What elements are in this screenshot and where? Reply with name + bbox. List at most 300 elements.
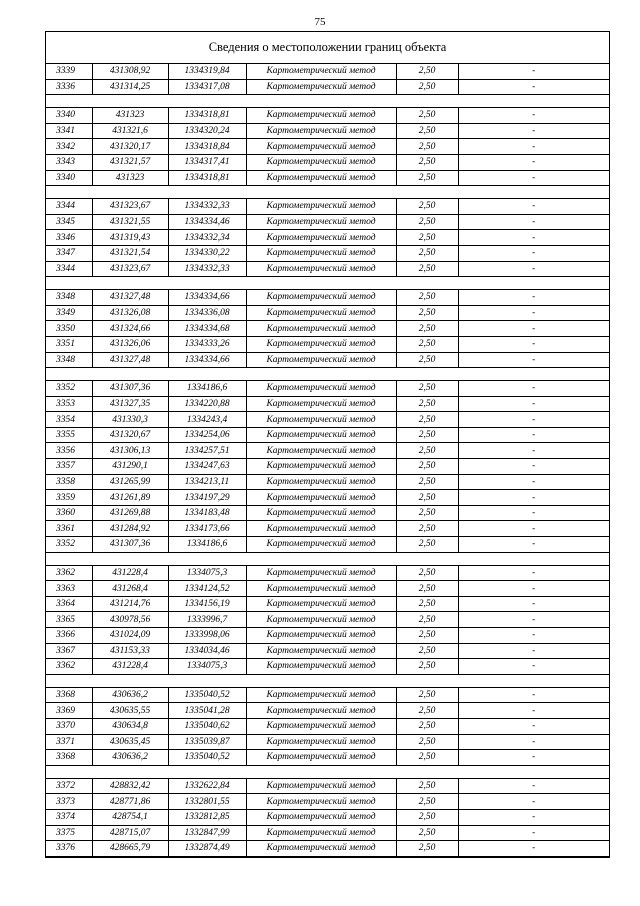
table-row — [46, 490, 609, 506]
coord-y: 1334186,6 — [168, 381, 246, 397]
coord-x: 431330,3 — [92, 412, 168, 428]
coord-x: 431319,43 — [92, 230, 168, 246]
coord-x: 431327,48 — [92, 290, 168, 306]
coord-x: 430978,56 — [92, 612, 168, 628]
precision-cell: 2,50 — [396, 718, 458, 734]
table-row — [46, 230, 609, 246]
table-row — [46, 794, 609, 810]
point-number: 3369 — [46, 703, 92, 719]
precision-cell: 2,50 — [396, 396, 458, 412]
coord-y: 1334318,84 — [168, 139, 246, 155]
precision-cell: 2,50 — [396, 596, 458, 612]
method-cell: Картометрический метод — [246, 643, 396, 659]
coord-y: 1334334,66 — [168, 290, 246, 306]
coord-x: 431261,89 — [92, 490, 168, 506]
method-cell: Картометрический метод — [246, 505, 396, 521]
method-cell: Картометрический метод — [246, 352, 396, 368]
group-separator — [46, 674, 609, 687]
table-row — [46, 64, 609, 79]
table-row — [46, 537, 609, 553]
coord-y: 1334156,19 — [168, 596, 246, 612]
point-number: 3374 — [46, 809, 92, 825]
precision-cell: 2,50 — [396, 443, 458, 459]
description-cell: - — [458, 230, 609, 246]
coord-y: 1334334,46 — [168, 214, 246, 230]
coord-x: 431290,1 — [92, 459, 168, 475]
coord-y: 1332812,85 — [168, 809, 246, 825]
coord-y: 1334186,6 — [168, 537, 246, 553]
method-cell: Картометрический метод — [246, 750, 396, 766]
coord-x: 431214,76 — [92, 596, 168, 612]
coord-x: 431320,67 — [92, 427, 168, 443]
coord-y: 1333998,06 — [168, 628, 246, 644]
method-cell: Картометрический метод — [246, 396, 396, 412]
coord-y: 1334183,48 — [168, 505, 246, 521]
method-cell: Картометрический метод — [246, 734, 396, 750]
group-separator — [46, 368, 609, 381]
table-row — [46, 659, 609, 675]
description-cell: - — [458, 245, 609, 261]
coord-x: 431265,99 — [92, 474, 168, 490]
method-cell: Картометрический метод — [246, 794, 396, 810]
description-cell: - — [458, 750, 609, 766]
description-cell: - — [458, 734, 609, 750]
coord-x: 431228,4 — [92, 565, 168, 581]
description-cell: - — [458, 305, 609, 321]
method-cell: Картометрический метод — [246, 214, 396, 230]
description-cell: - — [458, 396, 609, 412]
coord-y: 1332622,84 — [168, 778, 246, 794]
coord-x: 431321,57 — [92, 154, 168, 170]
method-cell: Картометрический метод — [246, 687, 396, 703]
point-number: 3359 — [46, 490, 92, 506]
precision-cell: 2,50 — [396, 64, 458, 79]
point-number: 3358 — [46, 474, 92, 490]
table-row — [46, 305, 609, 321]
group-separator — [46, 95, 609, 108]
point-number: 3345 — [46, 214, 92, 230]
description-cell: - — [458, 537, 609, 553]
point-number: 3344 — [46, 199, 92, 215]
coord-x: 431228,4 — [92, 659, 168, 675]
coord-x: 431314,25 — [92, 79, 168, 95]
coord-x: 431153,33 — [92, 643, 168, 659]
precision-cell: 2,50 — [396, 459, 458, 475]
method-cell: Картометрический метод — [246, 199, 396, 215]
precision-cell: 2,50 — [396, 170, 458, 186]
description-cell: - — [458, 490, 609, 506]
precision-cell: 2,50 — [396, 79, 458, 95]
coord-y: 1334220,88 — [168, 396, 246, 412]
point-number: 3364 — [46, 596, 92, 612]
table-row — [46, 170, 609, 186]
coord-y: 1334336,08 — [168, 305, 246, 321]
point-number: 3348 — [46, 352, 92, 368]
description-cell: - — [458, 596, 609, 612]
point-number: 3348 — [46, 290, 92, 306]
method-cell: Картометрический метод — [246, 612, 396, 628]
table-row — [46, 809, 609, 825]
table-row — [46, 443, 609, 459]
table-row — [46, 381, 609, 397]
table-row — [46, 841, 609, 857]
description-cell: - — [458, 261, 609, 277]
point-number: 3357 — [46, 459, 92, 475]
coord-y: 1334318,81 — [168, 108, 246, 124]
coord-y: 1334213,11 — [168, 474, 246, 490]
point-number: 3351 — [46, 336, 92, 352]
coord-x: 431323,67 — [92, 199, 168, 215]
table-row — [46, 596, 609, 612]
precision-cell: 2,50 — [396, 581, 458, 597]
precision-cell: 2,50 — [396, 290, 458, 306]
coord-y: 1335039,87 — [168, 734, 246, 750]
description-cell: - — [458, 459, 609, 475]
coord-y: 1332847,99 — [168, 825, 246, 841]
precision-cell: 2,50 — [396, 841, 458, 857]
table-row — [46, 245, 609, 261]
point-number: 3366 — [46, 628, 92, 644]
precision-cell: 2,50 — [396, 565, 458, 581]
precision-cell: 2,50 — [396, 809, 458, 825]
table-row — [46, 214, 609, 230]
point-number: 3340 — [46, 108, 92, 124]
table-row — [46, 505, 609, 521]
method-cell: Картометрический метод — [246, 64, 396, 79]
precision-cell: 2,50 — [396, 245, 458, 261]
description-cell: - — [458, 290, 609, 306]
table-row — [46, 427, 609, 443]
table-row — [46, 79, 609, 95]
description-cell: - — [458, 412, 609, 428]
coord-y: 1334197,29 — [168, 490, 246, 506]
point-number: 3342 — [46, 139, 92, 155]
coord-x: 431323,67 — [92, 261, 168, 277]
method-cell: Картометрический метод — [246, 321, 396, 337]
method-cell: Картометрический метод — [246, 261, 396, 277]
table-title: Сведения о местоположении границ объекта — [46, 32, 609, 64]
group-separator — [46, 765, 609, 778]
point-number: 3368 — [46, 750, 92, 766]
coord-y: 1334332,34 — [168, 230, 246, 246]
table-row — [46, 321, 609, 337]
coord-y: 1334317,41 — [168, 154, 246, 170]
separator-cell — [46, 95, 609, 108]
separator-cell — [46, 368, 609, 381]
description-cell: - — [458, 659, 609, 675]
point-number: 3355 — [46, 427, 92, 443]
description-cell: - — [458, 321, 609, 337]
method-cell: Картометрический метод — [246, 718, 396, 734]
method-cell: Картометрический метод — [246, 537, 396, 553]
precision-cell: 2,50 — [396, 108, 458, 124]
precision-cell: 2,50 — [396, 612, 458, 628]
coord-y: 1334124,52 — [168, 581, 246, 597]
precision-cell: 2,50 — [396, 336, 458, 352]
description-cell: - — [458, 841, 609, 857]
description-cell: - — [458, 427, 609, 443]
coord-x: 428832,42 — [92, 778, 168, 794]
coord-y: 1334075,3 — [168, 659, 246, 675]
method-cell: Картометрический метод — [246, 381, 396, 397]
precision-cell: 2,50 — [396, 734, 458, 750]
method-cell: Картометрический метод — [246, 490, 396, 506]
precision-cell: 2,50 — [396, 474, 458, 490]
description-cell: - — [458, 199, 609, 215]
group-separator — [46, 552, 609, 565]
method-cell: Картометрический метод — [246, 596, 396, 612]
precision-cell: 2,50 — [396, 412, 458, 428]
precision-cell: 2,50 — [396, 521, 458, 537]
coord-y: 1334173,66 — [168, 521, 246, 537]
table-row — [46, 139, 609, 155]
precision-cell: 2,50 — [396, 750, 458, 766]
coord-y: 1335041,28 — [168, 703, 246, 719]
point-number: 3375 — [46, 825, 92, 841]
method-cell: Картометрический метод — [246, 139, 396, 155]
method-cell: Картометрический метод — [246, 170, 396, 186]
description-cell: - — [458, 703, 609, 719]
method-cell: Картометрический метод — [246, 474, 396, 490]
description-cell: - — [458, 352, 609, 368]
point-number: 3349 — [46, 305, 92, 321]
table-row — [46, 778, 609, 794]
coord-y: 1335040,62 — [168, 718, 246, 734]
table-row — [46, 352, 609, 368]
coord-y: 1332801,55 — [168, 794, 246, 810]
coord-y: 1334333,26 — [168, 336, 246, 352]
group-separator — [46, 186, 609, 199]
description-cell: - — [458, 443, 609, 459]
precision-cell: 2,50 — [396, 261, 458, 277]
description-cell: - — [458, 108, 609, 124]
point-number: 3341 — [46, 123, 92, 139]
description-cell: - — [458, 794, 609, 810]
coord-x: 431326,06 — [92, 336, 168, 352]
precision-cell: 2,50 — [396, 214, 458, 230]
coord-y: 1334254,06 — [168, 427, 246, 443]
coord-y: 1334334,68 — [168, 321, 246, 337]
coord-x: 430634,8 — [92, 718, 168, 734]
table-row — [46, 734, 609, 750]
point-number: 3346 — [46, 230, 92, 246]
coord-y: 1335040,52 — [168, 750, 246, 766]
precision-cell: 2,50 — [396, 628, 458, 644]
method-cell: Картометрический метод — [246, 108, 396, 124]
precision-cell: 2,50 — [396, 154, 458, 170]
table-row — [46, 396, 609, 412]
coord-y: 1334034,46 — [168, 643, 246, 659]
point-number: 3336 — [46, 79, 92, 95]
coord-x: 428715,07 — [92, 825, 168, 841]
description-cell: - — [458, 170, 609, 186]
coord-y: 1334075,3 — [168, 565, 246, 581]
point-number: 3372 — [46, 778, 92, 794]
coord-x: 428665,79 — [92, 841, 168, 857]
method-cell: Картометрический метод — [246, 459, 396, 475]
description-cell: - — [458, 123, 609, 139]
method-cell: Картометрический метод — [246, 79, 396, 95]
method-cell: Картометрический метод — [246, 581, 396, 597]
boundary-table-sheet — [45, 31, 610, 858]
precision-cell: 2,50 — [396, 825, 458, 841]
precision-cell: 2,50 — [396, 381, 458, 397]
coord-x: 431327,35 — [92, 396, 168, 412]
method-cell: Картометрический метод — [246, 245, 396, 261]
table-row — [46, 565, 609, 581]
coord-x: 431326,08 — [92, 305, 168, 321]
precision-cell: 2,50 — [396, 199, 458, 215]
coord-x: 431308,92 — [92, 64, 168, 79]
method-cell: Картометрический метод — [246, 841, 396, 857]
description-cell: - — [458, 505, 609, 521]
table-row — [46, 825, 609, 841]
coord-x: 431284,92 — [92, 521, 168, 537]
coord-x: 431323 — [92, 170, 168, 186]
description-cell: - — [458, 565, 609, 581]
description-cell: - — [458, 64, 609, 79]
description-cell: - — [458, 825, 609, 841]
coord-x: 431307,36 — [92, 381, 168, 397]
precision-cell: 2,50 — [396, 321, 458, 337]
description-cell: - — [458, 474, 609, 490]
description-cell: - — [458, 336, 609, 352]
table-row — [46, 199, 609, 215]
coord-x: 430636,2 — [92, 687, 168, 703]
method-cell: Картометрический метод — [246, 123, 396, 139]
method-cell: Картометрический метод — [246, 778, 396, 794]
table-row — [46, 154, 609, 170]
point-number: 3352 — [46, 381, 92, 397]
separator-cell — [46, 277, 609, 290]
coord-x: 431324,66 — [92, 321, 168, 337]
point-number: 3371 — [46, 734, 92, 750]
method-cell: Картометрический метод — [246, 703, 396, 719]
table-row — [46, 687, 609, 703]
coord-x: 431024,09 — [92, 628, 168, 644]
table-row — [46, 261, 609, 277]
coord-y: 1334320,24 — [168, 123, 246, 139]
coord-y: 1334334,66 — [168, 352, 246, 368]
separator-cell — [46, 674, 609, 687]
coord-y: 1334332,33 — [168, 199, 246, 215]
method-cell: Картометрический метод — [246, 565, 396, 581]
coord-x: 431323 — [92, 108, 168, 124]
point-number: 3347 — [46, 245, 92, 261]
method-cell: Картометрический метод — [246, 336, 396, 352]
point-number: 3368 — [46, 687, 92, 703]
description-cell: - — [458, 628, 609, 644]
precision-cell: 2,50 — [396, 139, 458, 155]
point-number: 3344 — [46, 261, 92, 277]
description-cell: - — [458, 612, 609, 628]
point-number: 3362 — [46, 565, 92, 581]
coord-y: 1334247,63 — [168, 459, 246, 475]
precision-cell: 2,50 — [396, 643, 458, 659]
separator-cell — [46, 552, 609, 565]
method-cell: Картометрический метод — [246, 305, 396, 321]
point-number: 3354 — [46, 412, 92, 428]
description-cell: - — [458, 139, 609, 155]
method-cell: Картометрический метод — [246, 154, 396, 170]
method-cell: Картометрический метод — [246, 809, 396, 825]
point-number: 3350 — [46, 321, 92, 337]
description-cell: - — [458, 581, 609, 597]
coord-y: 1334330,22 — [168, 245, 246, 261]
precision-cell: 2,50 — [396, 659, 458, 675]
table-row — [46, 412, 609, 428]
precision-cell: 2,50 — [396, 230, 458, 246]
table-row — [46, 290, 609, 306]
method-cell: Картометрический метод — [246, 659, 396, 675]
method-cell: Картометрический метод — [246, 443, 396, 459]
coordinates-table — [46, 64, 609, 857]
description-cell: - — [458, 809, 609, 825]
point-number: 3356 — [46, 443, 92, 459]
precision-cell: 2,50 — [396, 490, 458, 506]
point-number: 3343 — [46, 154, 92, 170]
precision-cell: 2,50 — [396, 123, 458, 139]
method-cell: Картометрический метод — [246, 412, 396, 428]
description-cell: - — [458, 643, 609, 659]
separator-cell — [46, 765, 609, 778]
description-cell: - — [458, 214, 609, 230]
coord-x: 431320,17 — [92, 139, 168, 155]
coord-x: 430635,55 — [92, 703, 168, 719]
table-row — [46, 703, 609, 719]
coord-x: 431268,4 — [92, 581, 168, 597]
description-cell: - — [458, 79, 609, 95]
description-cell: - — [458, 687, 609, 703]
coord-x: 430636,2 — [92, 750, 168, 766]
group-separator — [46, 277, 609, 290]
method-cell: Картометрический метод — [246, 230, 396, 246]
description-cell: - — [458, 154, 609, 170]
point-number: 3360 — [46, 505, 92, 521]
table-row — [46, 336, 609, 352]
precision-cell: 2,50 — [396, 305, 458, 321]
coord-y: 1335040,52 — [168, 687, 246, 703]
coord-y: 1334257,51 — [168, 443, 246, 459]
description-cell: - — [458, 521, 609, 537]
separator-cell — [46, 186, 609, 199]
coord-x: 428771,86 — [92, 794, 168, 810]
coord-x: 431321,54 — [92, 245, 168, 261]
coord-x: 431321,6 — [92, 123, 168, 139]
table-row — [46, 521, 609, 537]
page-number: 75 — [314, 16, 326, 28]
point-number: 3339 — [46, 64, 92, 79]
coord-y: 1334317,08 — [168, 79, 246, 95]
description-cell: - — [458, 381, 609, 397]
point-number: 3376 — [46, 841, 92, 857]
table-row — [46, 123, 609, 139]
precision-cell: 2,50 — [396, 778, 458, 794]
coord-y: 1334332,33 — [168, 261, 246, 277]
point-number: 3370 — [46, 718, 92, 734]
table-row — [46, 581, 609, 597]
point-number: 3362 — [46, 659, 92, 675]
point-number: 3373 — [46, 794, 92, 810]
table-row — [46, 474, 609, 490]
precision-cell: 2,50 — [396, 703, 458, 719]
coord-y: 1334243,4 — [168, 412, 246, 428]
table-row — [46, 108, 609, 124]
method-cell: Картометрический метод — [246, 521, 396, 537]
coord-y: 1334319,84 — [168, 64, 246, 79]
point-number: 3365 — [46, 612, 92, 628]
precision-cell: 2,50 — [396, 537, 458, 553]
